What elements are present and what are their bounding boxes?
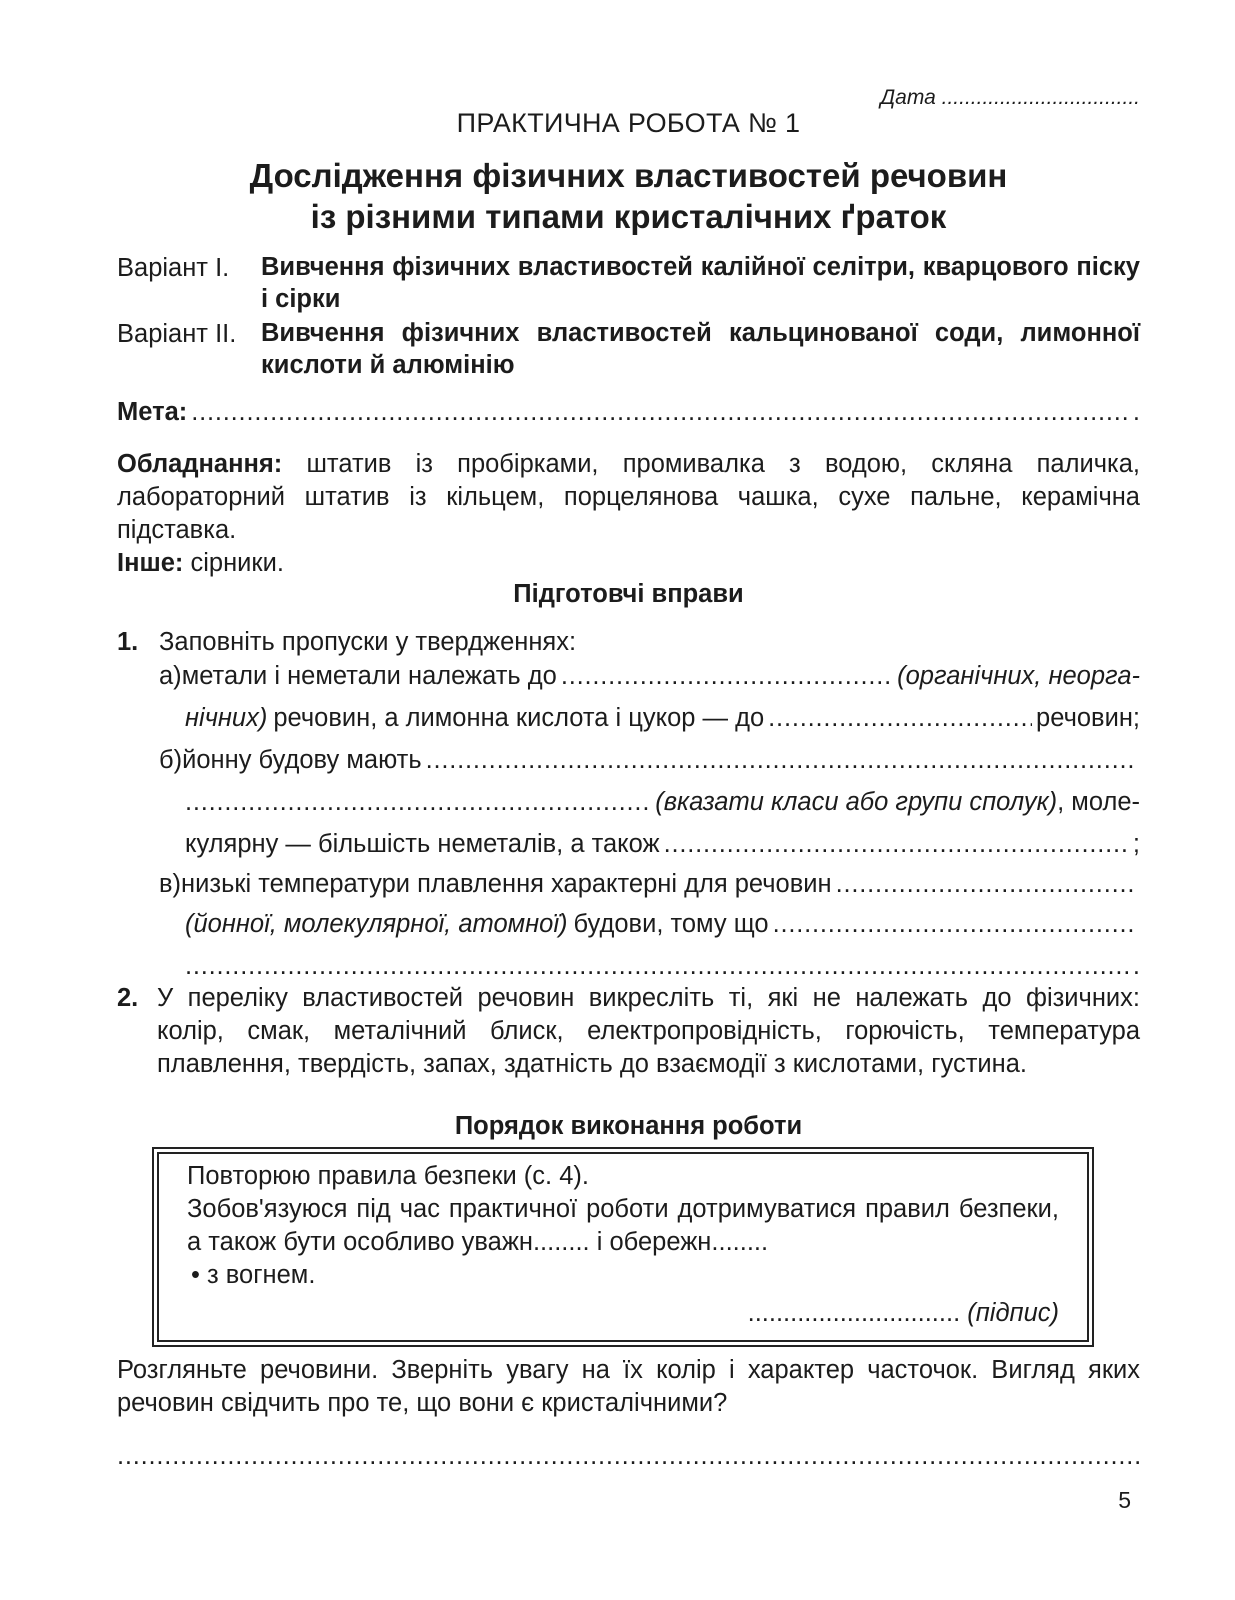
task-1b-end: , моле- <box>1057 788 1140 816</box>
safety-line-2 <box>187 1193 1059 1259</box>
date-label: Дата <box>880 86 936 109</box>
task-1c-blank-3[interactable] <box>185 950 1129 983</box>
task-1c-prefix: в) <box>159 870 182 898</box>
task-1b-line-2 <box>185 786 1140 819</box>
task-1a-hint-cont: нічних) <box>185 704 268 732</box>
task-1a-hint: (органічних, неорга- <box>897 662 1140 690</box>
variant-2 <box>117 318 1140 381</box>
task-1c-blank-2[interactable] <box>773 908 1136 941</box>
signature-blank[interactable]: .............................. <box>747 1298 961 1327</box>
task-1c-hint: (йонної, молекулярної, атомної) <box>185 910 568 938</box>
task-1a-blank-1[interactable] <box>561 660 893 693</box>
task-1b-hint: (вказати класи або групи сполук) <box>655 788 1058 816</box>
safety-text-b: і обережн <box>589 1228 712 1257</box>
task-1b-text-3: кулярну — більшість неметалів, а також <box>185 830 660 858</box>
task-1b-blank-1[interactable] <box>426 744 1136 777</box>
variant-1-label: Варіант І. <box>117 254 230 282</box>
variant-1-text: Вивчення фізичних властивостей калійної селітри, кварцового піску і сірки <box>261 253 1140 313</box>
task-1c-line-3 <box>185 950 1140 983</box>
variant-1 <box>117 252 1140 315</box>
task-1-intro: Заповніть пропуски у твердженнях: <box>159 628 577 656</box>
safety-blank-2[interactable]: ........ <box>711 1228 769 1257</box>
work-title: ПРАКТИЧНА РОБОТА № 1 <box>456 108 801 138</box>
task-1b-end-3: ; <box>1132 830 1140 858</box>
subtitle-line-2: із різними типами кристалічних ґраток <box>310 197 947 235</box>
answer-line <box>117 1440 1140 1473</box>
equipment-text: штатив із пробірками, промивалка з водою, скляна паличка, лабораторний штатив із кільцем, порцелянова чашка, сухе пальне, керамічна підставка. <box>117 450 1140 545</box>
task-1c-text-2: будови, тому що <box>573 910 769 938</box>
signature-line <box>187 1297 1059 1330</box>
task-1a-line-2 <box>185 702 1140 735</box>
task-1b-blank-3[interactable] <box>664 828 1129 861</box>
goal-line: Мета: ..... . <box>117 396 1140 429</box>
safety-bullet: • з вогнем. <box>191 1261 316 1290</box>
task-1c-text: низькі температури плавлення характерні для речовин <box>181 870 832 898</box>
task-1c-line-2 <box>185 908 1140 941</box>
signature-hint: (підпис) <box>967 1298 1059 1327</box>
safety-pledge-box <box>157 1152 1089 1342</box>
variant-2-text: Вивчення фізичних властивостей кальцинованої соди, лимонної кислоти й алюмінію <box>261 319 1140 379</box>
task-2-number: 2. <box>117 984 139 1012</box>
other-text: сірники. <box>183 549 284 578</box>
task-1a-prefix: а) <box>159 662 182 690</box>
task-1b-line-3 <box>185 828 1140 861</box>
safety-line-1: Повторюю правила безпеки (с. 4). <box>187 1162 589 1190</box>
other-label: Інше: <box>117 549 184 578</box>
variant-2-label: Варіант ІІ. <box>117 320 237 348</box>
equipment-paragraph <box>117 448 1140 581</box>
prep-heading: Підготовчі вправи <box>513 580 744 608</box>
task-1c-end: . <box>1132 952 1140 980</box>
task-1b-text: йонну будову мають <box>182 746 422 774</box>
task-1b-blank-2[interactable] <box>185 786 651 819</box>
work-subtitle <box>117 156 1140 238</box>
page-number: 5 <box>1118 1487 1131 1513</box>
answer-blank[interactable] <box>117 1440 1140 1473</box>
date-blank[interactable]: .................................. <box>941 86 1140 109</box>
goal-blank[interactable] <box>191 396 1129 429</box>
task-1a-blank-2[interactable] <box>768 702 1032 735</box>
task-2-text: У переліку властивостей речовин викресліть ті, які не належать до фізичних: колір, смак, металічний блиск, електропровідність, горючість, температура плавлення, твердість, запах, здатність до взаємодії з кислотами, густина. <box>157 984 1140 1079</box>
subtitle-line-1: Дослідження фізичних властивостей речовин <box>249 157 1008 194</box>
task-1c-line-1 <box>159 868 1140 901</box>
task-1c-blank-1[interactable] <box>836 868 1136 901</box>
task-1-number: 1. <box>117 628 139 656</box>
task-1b-line-1 <box>159 744 1140 777</box>
safety-text-a: Зобов'язуюся під час практичної роботи дотримуватися правил безпеки, а також бути особливо уважн <box>187 1195 1059 1257</box>
task-1b-prefix: б) <box>159 746 183 774</box>
equipment-label: Обладнання: <box>117 450 283 478</box>
procedure-heading: Порядок виконання роботи <box>454 1112 803 1140</box>
safety-blank-1[interactable]: ........ <box>532 1228 590 1257</box>
observation-question: Розгляньте речовини. Зверніть увагу на їх колір і характер часточок. Вигляд яких речовин свідчить про те, що вони є кристалічними? <box>117 1356 1140 1418</box>
goal-label: Мета: <box>117 398 188 426</box>
task-1a-end: речовин; <box>1036 704 1140 732</box>
task-1a-text-2: речовин, а лимонна кислота і цукор — до <box>273 704 765 732</box>
task-1a-line-1 <box>159 660 1140 693</box>
task-1a-text: метали і неметали належать до <box>181 662 557 690</box>
